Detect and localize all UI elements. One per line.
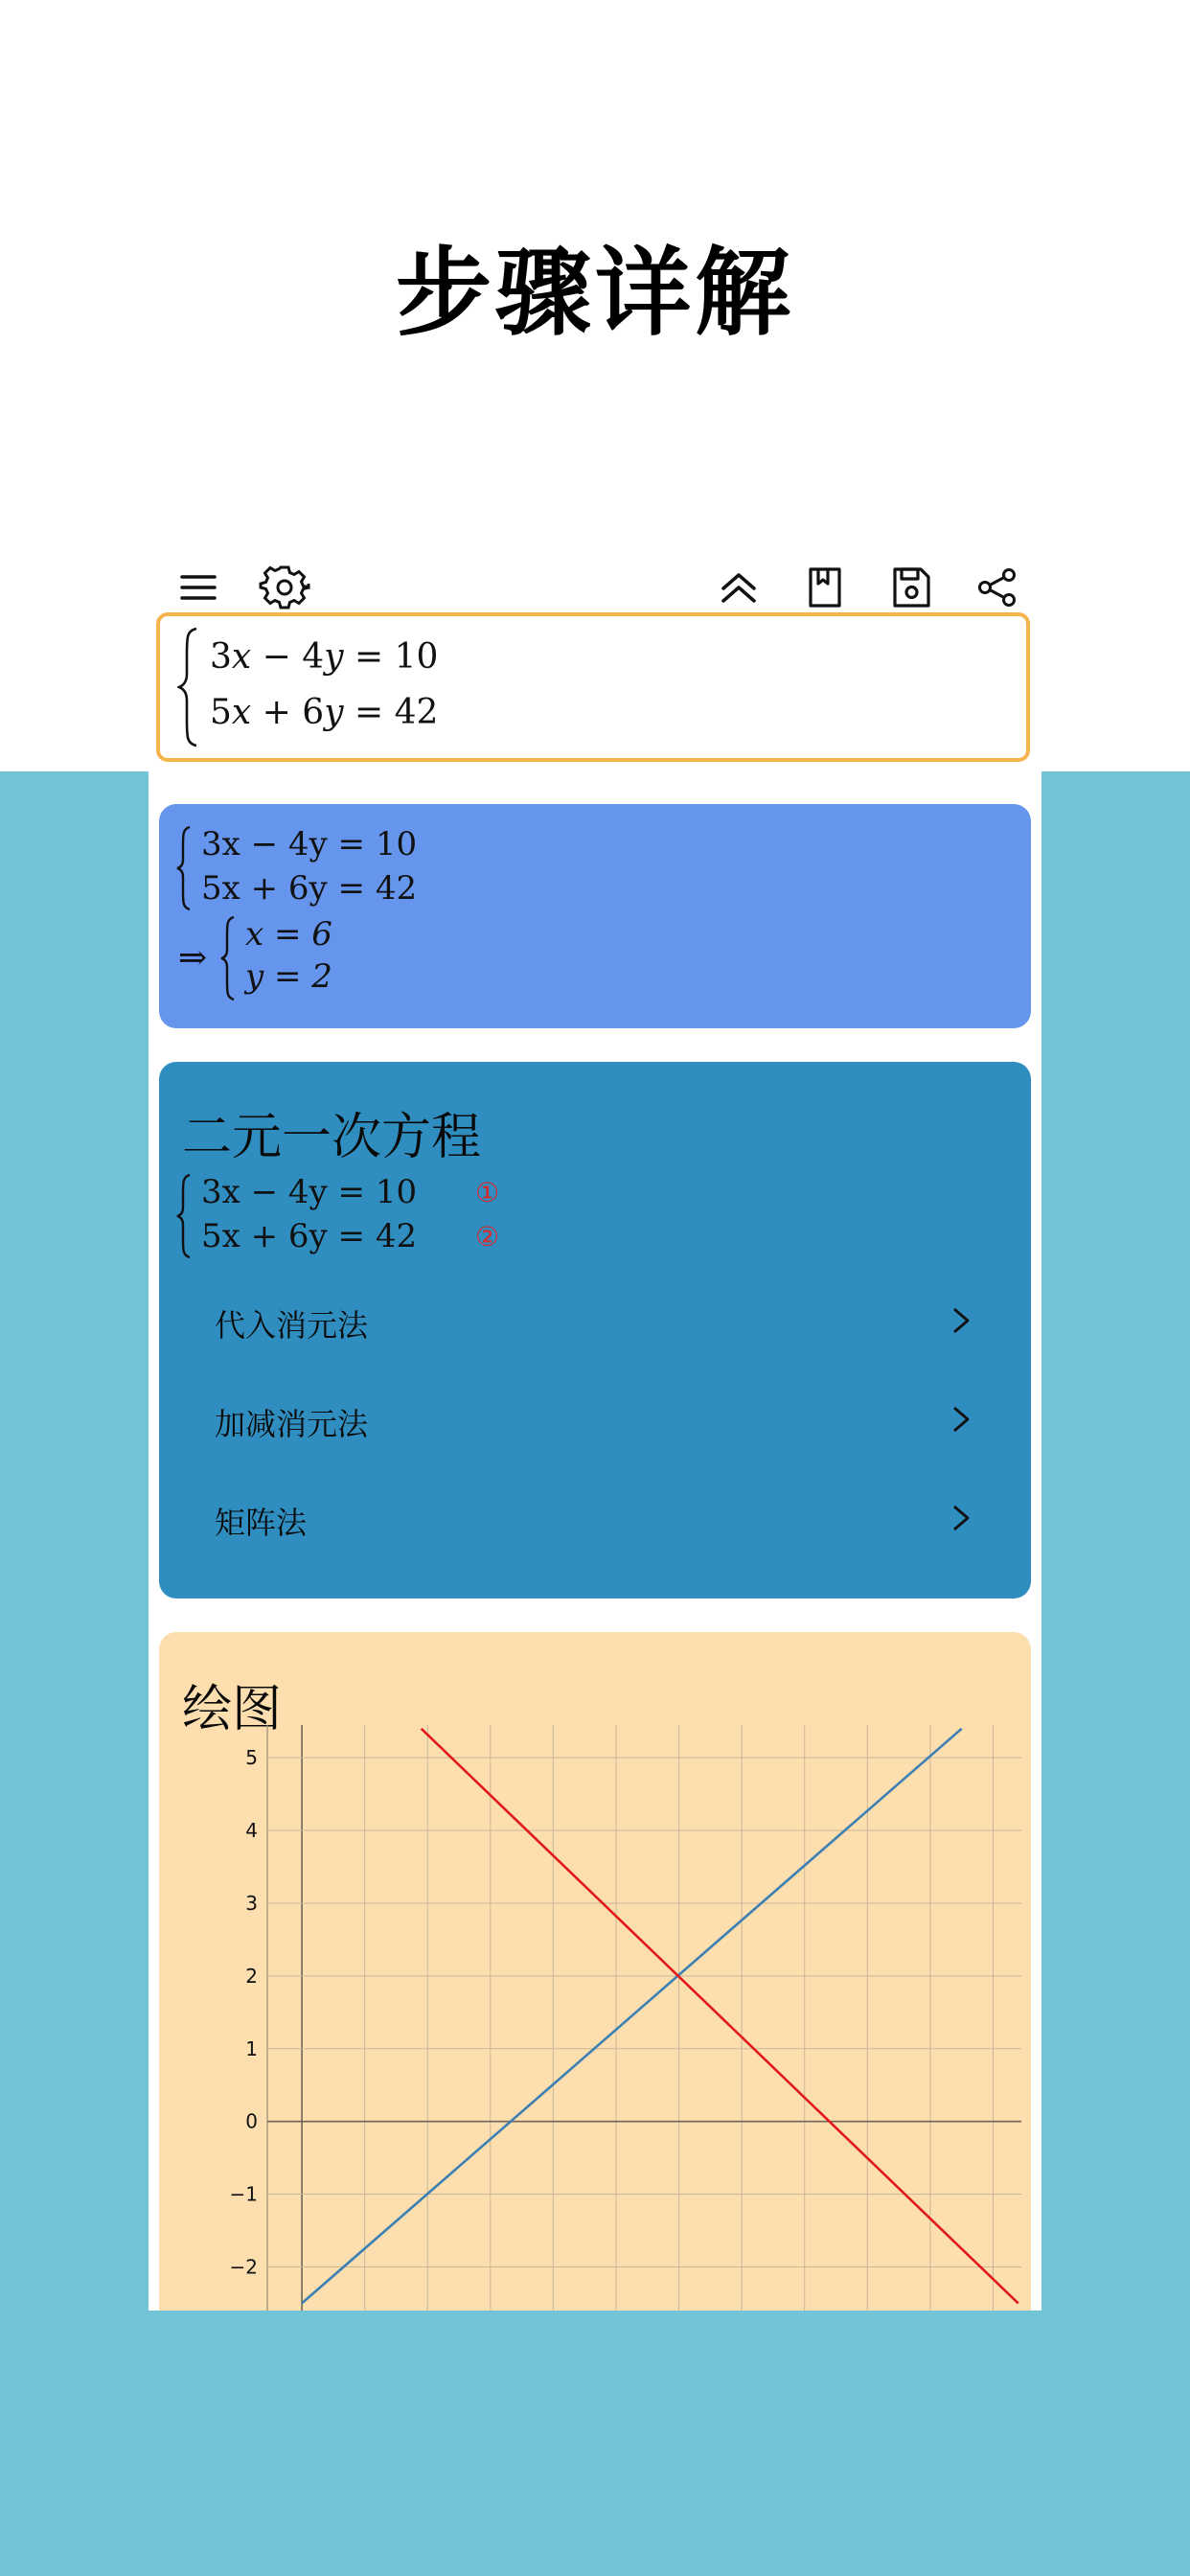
- equation-marker-2: ②: [475, 1221, 500, 1253]
- implies-arrow: ⇒: [178, 938, 208, 978]
- plot-card: [159, 1632, 1031, 2311]
- collapse-up-icon[interactable]: [710, 559, 767, 616]
- y-tick-label: 4: [245, 1819, 258, 1843]
- gear-icon[interactable]: [256, 559, 313, 616]
- method-label: 矩阵法: [215, 1505, 308, 1541]
- result-card[interactable]: [159, 804, 1031, 1028]
- solution-y: y = 2: [245, 957, 332, 996]
- y-tick-label: −2: [229, 2255, 258, 2279]
- plot-title: 绘图: [182, 1681, 283, 1738]
- y-tick-label: 5: [245, 1746, 258, 1770]
- y-tick-label: 0: [245, 2109, 258, 2133]
- method-matrix[interactable]: [159, 1470, 1031, 1566]
- plot-area[interactable]: [159, 1632, 1031, 2311]
- chevron-right-icon: [949, 1301, 973, 1340]
- left-brace-icon: [176, 1173, 192, 1259]
- system-equation-1: 3x − 4y = 10: [201, 1173, 418, 1211]
- app-screen: [149, 520, 1041, 2311]
- y-tick-label: 2: [245, 1964, 258, 1988]
- series-line-1: [302, 1729, 962, 2304]
- equation-input[interactable]: [156, 612, 1030, 762]
- left-brace-icon: [220, 915, 236, 1001]
- equation-type-card: [159, 1062, 1031, 1598]
- chevron-right-icon: [949, 1400, 973, 1438]
- result-equation-2: 5x + 6y = 42: [201, 869, 418, 908]
- series-line-2: [422, 1729, 1018, 2304]
- method-elimination[interactable]: [159, 1371, 1031, 1467]
- y-tick-label: −1: [229, 2182, 258, 2206]
- result-equation-1: 3x − 4y = 10: [201, 825, 418, 863]
- input-equation-1: 3x − 4y = 10: [210, 637, 439, 677]
- menu-icon[interactable]: [170, 559, 227, 616]
- left-brace-icon: [176, 825, 192, 911]
- y-tick-label: 1: [245, 2036, 258, 2060]
- equation-marker-1: ①: [475, 1177, 500, 1208]
- method-label: 加减消元法: [215, 1406, 369, 1442]
- method-label: 代入消元法: [215, 1307, 369, 1344]
- left-brace-icon: [177, 626, 198, 748]
- save-icon[interactable]: [882, 559, 940, 616]
- system-equation-2: 5x + 6y = 42: [201, 1217, 418, 1255]
- chevron-right-icon: [949, 1499, 973, 1537]
- hero-title: 步骤详解: [396, 236, 794, 349]
- method-substitution[interactable]: [159, 1273, 1031, 1368]
- bookmark-icon[interactable]: [796, 559, 854, 616]
- share-icon[interactable]: [969, 559, 1026, 616]
- y-tick-label: 3: [245, 1891, 258, 1915]
- equation-type-title: 二元一次方程: [182, 1109, 482, 1166]
- solution-x: x = 6: [245, 915, 332, 954]
- input-equation-2: 5x + 6y = 42: [210, 693, 439, 732]
